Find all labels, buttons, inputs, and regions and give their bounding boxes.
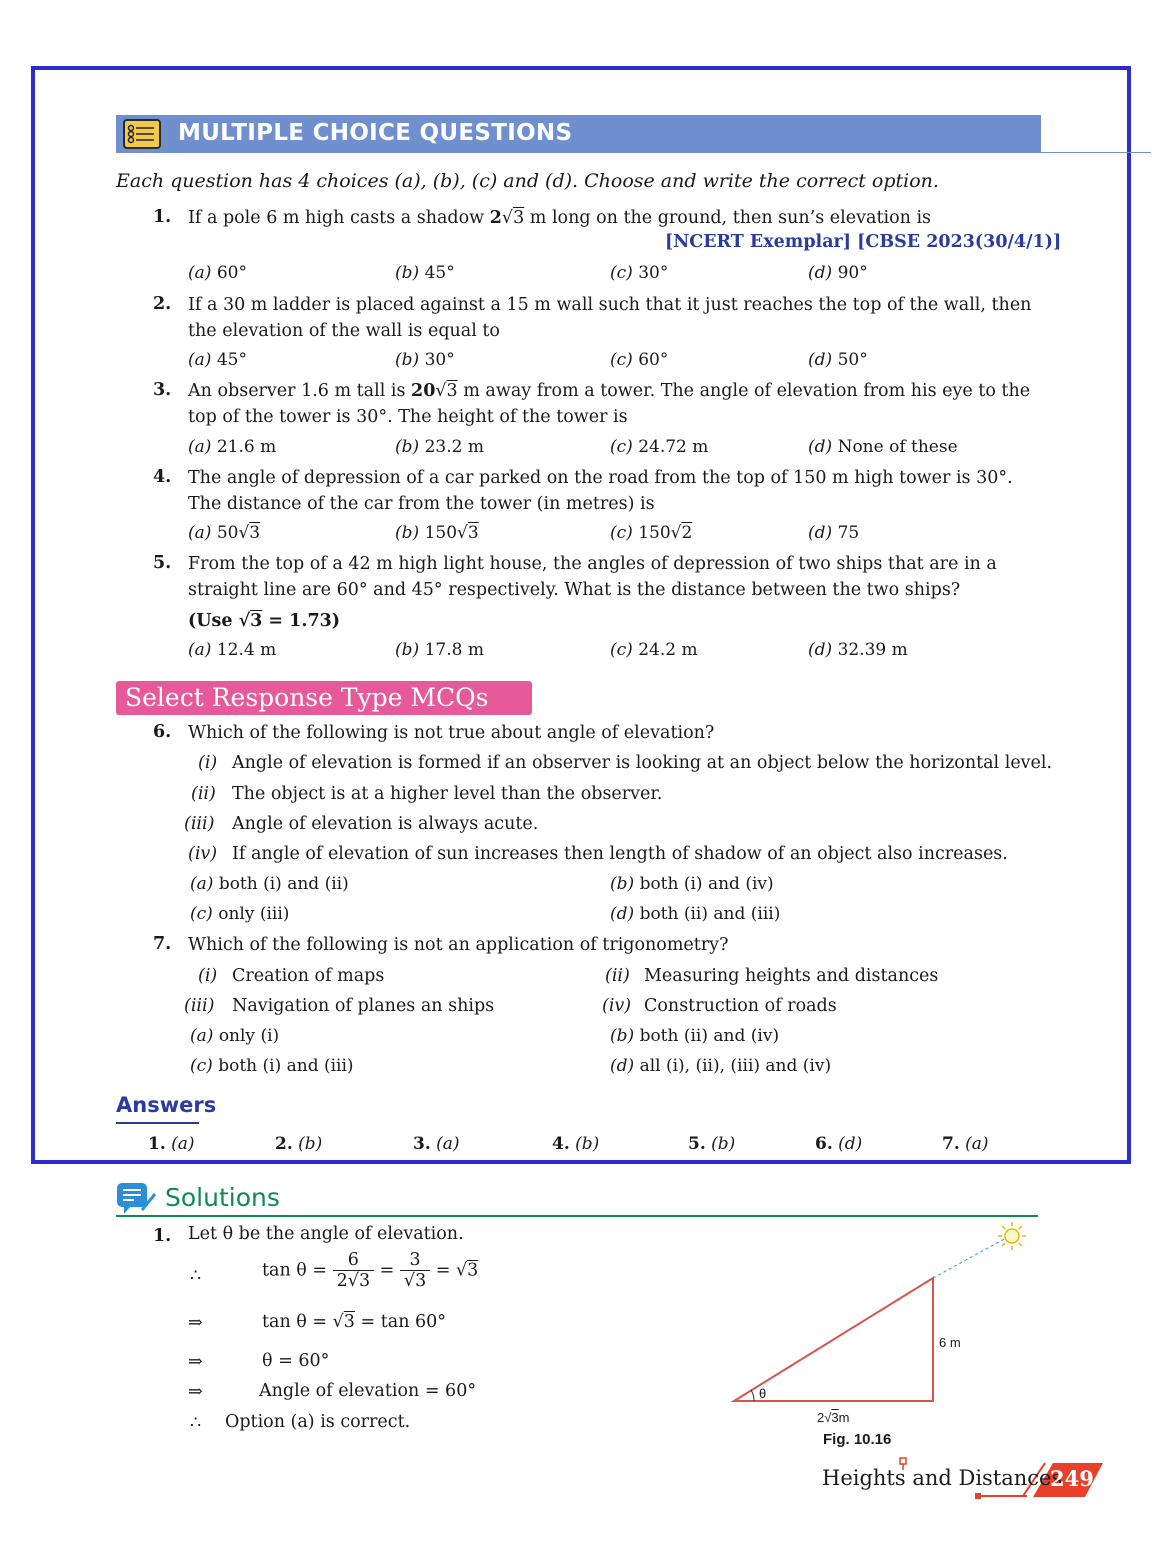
q7-stmt: Navigation of planes an ships	[232, 996, 495, 1016]
q6-option-d: (d) both (ii) and (iii)	[610, 904, 781, 924]
q4-line2: The distance of the car from the tower (in metres) is	[188, 494, 655, 514]
q7-number: 7.	[153, 934, 172, 954]
q7-option-a: (a) only (i)	[190, 1026, 280, 1046]
q7-stmt-label: (iii)	[184, 996, 215, 1016]
q6-text: Which of the following is not true about angle of elevation?	[188, 723, 715, 743]
q3-option-d: (d) None of these	[808, 437, 958, 457]
q4-option-d: (d) 75	[808, 523, 860, 543]
q7-text: Which of the following is not an application of trigonometry?	[188, 935, 729, 955]
q1-option-a: (a) 60°	[188, 263, 247, 283]
q1-option-c: (c) 30°	[610, 263, 669, 283]
answer-item: 6. (d)	[815, 1134, 863, 1154]
q7-option-d: (d) all (i), (ii), (iii) and (iv)	[610, 1056, 832, 1076]
height-label: 6 m	[939, 1335, 961, 1350]
q4-option-a: (a) 50√3	[188, 523, 261, 543]
q5-line1: From the top of a 42 m high light house, the angles of depression of two ships that are in a	[188, 554, 997, 574]
section-title: MULTIPLE CHOICE QUESTIONS	[178, 120, 573, 146]
q4-option-b: (b) 150√3	[395, 523, 479, 543]
answers-underline	[116, 1122, 199, 1124]
figure-caption: Fig. 10.16	[823, 1431, 892, 1448]
q4-line1: The angle of depression of a car parked on the road from the top of 150 m high tower is 30°.	[188, 468, 1013, 488]
q6-stmt: Angle of elevation is formed if an observer is looking at an object below the horizontal level.	[232, 753, 1053, 773]
solutions-heading: Solutions	[165, 1183, 280, 1212]
q3-option-b: (b) 23.2 m	[395, 437, 484, 457]
q6-option-b: (b) both (i) and (iv)	[610, 874, 774, 894]
q1-text: If a pole 6 m high casts a shadow 2√3 m long on the ground, then sun’s elevation is	[188, 208, 932, 228]
therefore-symbol: ∴	[190, 1266, 202, 1286]
chapter-title: Heights and Distances	[822, 1466, 1063, 1490]
solution-conclusion: Option (a) is correct.	[225, 1412, 411, 1432]
implies-symbol: ⇒	[188, 1352, 203, 1372]
q7-stmt: Measuring heights and distances	[644, 966, 939, 986]
q6-stmt-label: (iii)	[184, 814, 215, 834]
q2-line1: If a 30 m ladder is placed against a 15 m wall such that it just reaches the top of the wall, then	[188, 295, 1032, 315]
solutions-icon	[116, 1180, 158, 1220]
q6-stmt-label: (iv)	[188, 844, 218, 864]
q6-stmt-label: (ii)	[191, 784, 216, 804]
q2-option-b: (b) 30°	[395, 350, 455, 370]
angle-label: θ	[759, 1386, 767, 1401]
q6-stmt: If angle of elevation of sun increases then length of shadow of an object also increases.	[232, 844, 1008, 864]
q3-line2: top of the tower is 30°. The height of the tower is	[188, 407, 628, 427]
q5-number: 5.	[153, 553, 172, 573]
answer-item: 7. (a)	[942, 1134, 989, 1154]
q7-stmt-label: (iv)	[602, 996, 632, 1016]
q6-number: 6.	[153, 722, 172, 742]
q6-stmt: Angle of elevation is always acute.	[232, 814, 539, 834]
q5-line2: straight line are 60° and 45° respectively. What is the distance between the two ships?	[188, 580, 961, 600]
checklist-icon	[123, 119, 161, 149]
q2-option-a: (a) 45°	[188, 350, 247, 370]
implies-symbol: ⇒	[188, 1382, 203, 1402]
q3-option-c: (c) 24.72 m	[610, 437, 709, 457]
instructions: Each question has 4 choices (a), (b), (c) and (d). Choose and write the correct option.	[116, 170, 939, 192]
answer-item: 2. (b)	[275, 1134, 323, 1154]
q1-number: 1.	[153, 207, 172, 227]
equation-step3: θ = 60°	[262, 1351, 330, 1371]
answer-item: 4. (b)	[552, 1134, 600, 1154]
solution-number: 1.	[153, 1226, 172, 1246]
base-label: 2√3m	[817, 1410, 850, 1425]
srt-title: Select Response Type MCQs	[125, 683, 489, 712]
q6-option-a: (a) both (i) and (ii)	[190, 874, 349, 894]
triangle-figure	[720, 1212, 1060, 1412]
q7-stmt-label: (ii)	[605, 966, 630, 986]
therefore-symbol: ∴	[190, 1413, 202, 1433]
q7-stmt: Construction of roads	[644, 996, 837, 1016]
q5-option-b: (b) 17.8 m	[395, 640, 484, 660]
q5-use-note: (Use √3 = 1.73)	[188, 611, 341, 631]
q3-line1: An observer 1.6 m tall is 20√3 m away from a tower. The angle of elevation from his eye to the	[188, 381, 1031, 401]
answer-item: 1. (a)	[148, 1134, 195, 1154]
q1-option-b: (b) 45°	[395, 263, 455, 283]
q6-option-c: (c) only (iii)	[190, 904, 290, 924]
sun-icon	[998, 1222, 1026, 1250]
page-number: 249	[1050, 1466, 1094, 1491]
equation-step4: Angle of elevation = 60°	[259, 1381, 477, 1401]
q7-option-b: (b) both (ii) and (iv)	[610, 1026, 780, 1046]
equation-tan: tan θ = $\frac{6}{2√3}$ = $\frac{3}{√3}$ = √3	[262, 1250, 479, 1291]
q4-option-c: (c) 150√2	[610, 523, 693, 543]
q2-line2: the elevation of the wall is equal to	[188, 321, 500, 341]
header-rule	[1041, 152, 1151, 153]
q5-option-d: (d) 32.39 m	[808, 640, 908, 660]
q5-option-a: (a) 12.4 m	[188, 640, 277, 660]
implies-symbol: ⇒	[188, 1313, 203, 1333]
q4-number: 4.	[153, 467, 172, 487]
q7-option-c: (c) both (i) and (iii)	[190, 1056, 354, 1076]
q2-option-c: (c) 60°	[610, 350, 669, 370]
solution-line1: Let θ be the angle of elevation.	[188, 1224, 464, 1244]
q6-stmt-label: (i)	[198, 753, 218, 773]
answers-heading: Answers	[116, 1093, 217, 1117]
q2-option-d: (d) 50°	[808, 350, 868, 370]
answer-item: 5. (b)	[688, 1134, 736, 1154]
q1-reference: [NCERT Exemplar] [CBSE 2023(30/4/1)]	[665, 232, 1062, 252]
q3-option-a: (a) 21.6 m	[188, 437, 277, 457]
q7-stmt: Creation of maps	[232, 966, 385, 986]
q6-stmt: The object is at a higher level than the observer.	[232, 784, 663, 804]
equation-step2: tan θ = √3 = tan 60°	[262, 1312, 447, 1332]
q7-stmt-label: (i)	[198, 966, 218, 986]
q3-number: 3.	[153, 380, 172, 400]
q5-option-c: (c) 24.2 m	[610, 640, 698, 660]
q1-option-d: (d) 90°	[808, 263, 868, 283]
answer-item: 3. (a)	[413, 1134, 460, 1154]
q2-number: 2.	[153, 294, 172, 314]
